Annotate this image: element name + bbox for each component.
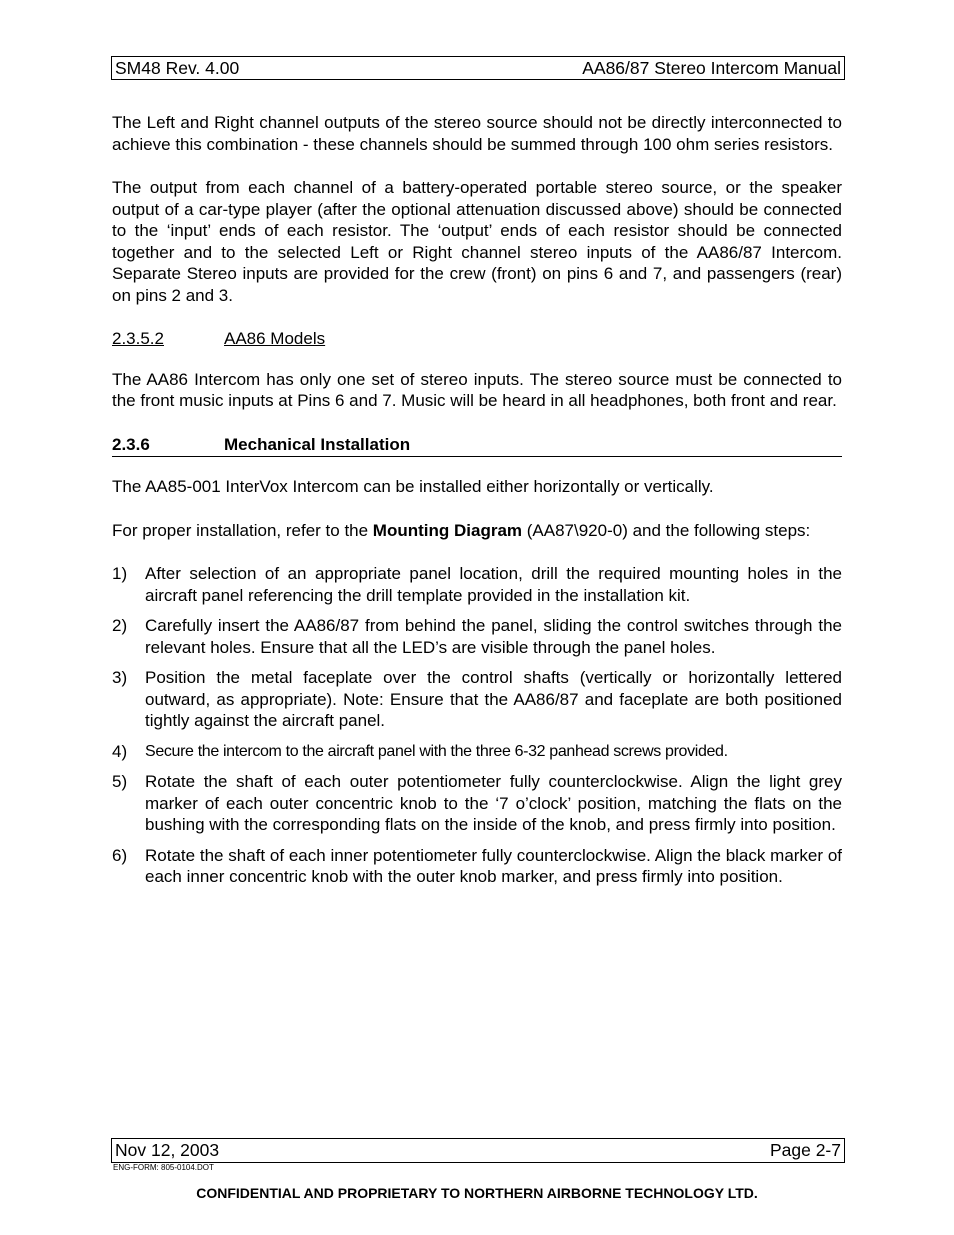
mounting-diagram-ref: Mounting Diagram [372,520,523,540]
list-item: 2) Carefully insert the AA86/87 from behind the panel, sliding the control switches through the relevant holes. Ensure that all the LED’s are visible through the panel holes. [112,616,842,657]
subsection-number: 2.3.5.2 [112,329,164,348]
list-item: 6) Rotate the shaft of each inner potentiometer fully counterclockwise. Align the black marker of each inner concentric knob with the outer knob marker, and press firmly into position. [112,845,842,886]
document-id: SM48 Rev. 4.00 [115,58,240,78]
page-content [112,112,842,897]
list-item: 3) Position the metal faceplate over the control shafts (vertically or horizontally lettered outward, as appropriate). Note: Ensure that the AA86/87 and faceplate are both positioned tightly against the aircraft panel. [112,668,842,730]
document-date: Nov 12, 2003 [115,1140,220,1160]
paragraph-output-connection: The output from each channel of a battery-operated portable stereo source, or the speaker output of a car-type player (after the optional attenuation discussed above) should be connected to the ‘input’ ends of each resistor. The ‘output’ ends of each resistor should be connected together and to the selected Left or Right channel stereo inputs of the AA86/87 Intercom. Separate Stereo inputs are provided for the crew (front) on pins 6 and 7, and passengers (rear) on pins 2 and 3. [112,178,842,305]
list-item: 5) Rotate the shaft of each outer potentiometer fully counterclockwise. Align the light grey marker of each outer concentric knob to the ‘7 o’clock’ position, matching the flats on the bushing with the corresponding flats on the inside of the knob, and press firmly into position. [112,772,842,834]
list-item: 1) After selection of an appropriate panel location, drill the required mounting holes in the aircraft panel referencing the drill template provided in the installation kit. [112,564,842,605]
section-heading [112,434,842,458]
installation-steps [112,563,842,888]
list-item: 4) Secure the intercom to the aircraft panel with the three 6-32 panhead screws provided. [112,741,728,761]
page-footer [111,1138,845,1163]
section-title: Mechanical Installation [224,434,411,454]
subsection-title: AA86 Models [224,329,326,348]
section-number: 2.3.6 [112,434,150,454]
paragraph-install-orientation: The AA85-001 InterVox Intercom can be installed either horizontally or vertically. [112,477,714,496]
paragraph-aa86-models: The AA86 Intercom has only one set of stereo inputs. The stereo source must be connected to the front music inputs at Pins 6 and 7. Music will be heard in all headphones, both front and rear. [112,369,842,410]
page-header [111,56,845,80]
confidentiality-notice: CONFIDENTIAL AND PROPRIETARY TO NORTHERN AIRBORNE TECHNOLOGY LTD. [196,1185,758,1201]
page-number: Page 2-7 [769,1140,841,1160]
document-title: AA86/87 Stereo Intercom Manual [582,58,841,78]
paragraph-summing: The Left and Right channel outputs of the stereo source should not be directly interconnected to achieve this combination - these channels should be summed through 100 ohm series resistors. [112,113,842,154]
form-code: ENG-FORM: 805-0104.DOT [113,1163,214,1172]
subsection-heading [112,328,842,350]
paragraph-install-reference: For proper installation, refer to the Mounting Diagram (AA87\920-0) and the following steps: [112,520,811,540]
